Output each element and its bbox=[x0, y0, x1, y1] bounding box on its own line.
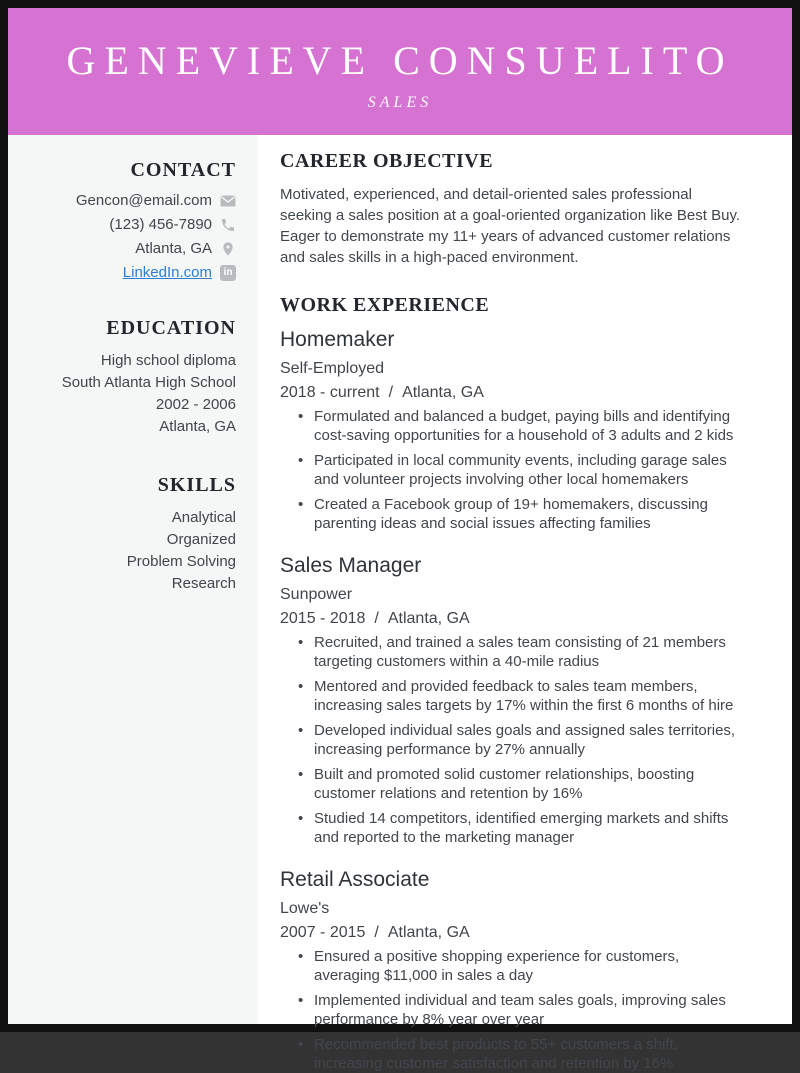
job-bullet-list bbox=[298, 633, 744, 847]
job-bullet: • Mentored and provided feedback to sales team members, increasing sales targets by 17% within the first 6 months of hire bbox=[298, 677, 744, 715]
education-section bbox=[18, 317, 236, 438]
job-title: Sales Manager bbox=[280, 554, 422, 577]
skill-item: Analytical bbox=[171, 509, 236, 526]
job-dates: 2015 - 2018 bbox=[280, 610, 366, 627]
job-title: Homemaker bbox=[280, 328, 395, 351]
work-experience-heading: WORK EXPERIENCE bbox=[280, 294, 490, 316]
contact-row-linkedin bbox=[18, 264, 236, 281]
career-objective-text: Motivated, experienced, and detail-oriented sales professional seeking a sales position at a goal-oriented organization like Best Buy. Eager to demonstrate my 11+ years of advanced customer relations and sales skills in a high-paced environment. bbox=[280, 186, 740, 266]
job-location: Atlanta, GA bbox=[402, 384, 484, 401]
job-bullet: • Participated in local community events, including garage sales and volunteer projects involving other local homemakers bbox=[298, 451, 744, 489]
contact-section bbox=[18, 159, 236, 281]
contact-row-location bbox=[18, 240, 236, 257]
job-company: Self-Employed bbox=[280, 360, 385, 377]
job-company: Lowe's bbox=[280, 900, 330, 917]
job-meta bbox=[280, 382, 744, 404]
job-homemaker bbox=[280, 328, 744, 533]
job-bullet: • Built and promoted solid customer relationships, boosting customer relations and retention by 16% bbox=[298, 765, 744, 803]
job-bullet: • Created a Facebook group of 19+ homemakers, discussing parenting ideas and social issues affecting families bbox=[298, 495, 744, 533]
contact-row-phone bbox=[18, 216, 236, 233]
job-retail-associate bbox=[280, 868, 744, 1073]
job-bullet: • Formulated and balanced a budget, paying bills and identifying cost-saving opportunities for a household of 3 adults and 2 kids bbox=[298, 407, 744, 445]
education-heading: EDUCATION bbox=[106, 317, 236, 339]
contact-row-email bbox=[18, 192, 236, 209]
resume-body bbox=[8, 135, 792, 1072]
job-meta-separator: / bbox=[374, 924, 379, 941]
location-pin-icon bbox=[220, 241, 236, 257]
skill-item: Problem Solving bbox=[126, 553, 236, 570]
skill-item: Organized bbox=[166, 531, 236, 548]
job-sales-manager bbox=[280, 554, 744, 847]
education-dates: 2002 - 2006 bbox=[155, 396, 236, 413]
skills-section bbox=[18, 474, 236, 595]
career-objective-heading: CAREER OBJECTIVE bbox=[280, 150, 494, 172]
linkedin-icon: in bbox=[220, 265, 236, 281]
job-bullet-list bbox=[298, 407, 744, 533]
job-location: Atlanta, GA bbox=[387, 610, 470, 627]
email-icon bbox=[220, 193, 236, 209]
resume-banner bbox=[8, 8, 792, 135]
job-bullet: • Recruited, and trained a sales team consisting of 21 members targeting customers within a 40-mile radius bbox=[298, 633, 744, 671]
main-column bbox=[258, 135, 792, 1072]
work-experience-section bbox=[280, 294, 744, 1073]
email-value: Gencon@email.com bbox=[75, 192, 212, 209]
job-meta bbox=[280, 922, 744, 944]
job-meta-separator: / bbox=[388, 384, 394, 401]
job-dates: 2007 - 2015 bbox=[280, 924, 366, 941]
location-value: Atlanta, GA bbox=[135, 240, 212, 257]
job-bullet-list bbox=[298, 947, 744, 1073]
job-bullet: • Implemented individual and team sales goals, improving sales performance by 8% year over year bbox=[298, 991, 744, 1029]
phone-value: (123) 456-7890 bbox=[109, 216, 212, 233]
job-bullet: • Studied 14 competitors, identified emerging markets and shifts and reported to the marketing manager bbox=[298, 809, 744, 847]
job-meta bbox=[280, 608, 744, 630]
job-title: Retail Associate bbox=[280, 868, 430, 891]
job-dates: 2018 - current bbox=[280, 384, 380, 401]
contact-heading: CONTACT bbox=[130, 159, 236, 181]
job-company: Sunpower bbox=[280, 586, 353, 603]
education-degree: High school diploma bbox=[100, 352, 236, 369]
skill-item: Research bbox=[171, 575, 236, 592]
person-job-title: SALES bbox=[367, 94, 433, 111]
education-location: Atlanta, GA bbox=[159, 418, 236, 435]
career-objective-section bbox=[280, 150, 744, 268]
linkedin-link[interactable]: LinkedIn.com bbox=[122, 264, 212, 281]
education-school: South Atlanta High School bbox=[61, 374, 236, 391]
phone-icon bbox=[220, 217, 236, 233]
job-meta-separator: / bbox=[374, 610, 379, 627]
job-bullet: • Developed individual sales goals and assigned sales territories, increasing performance by 27% annually bbox=[298, 721, 744, 759]
job-location: Atlanta, GA bbox=[387, 924, 470, 941]
job-bullet: • Recommended best products to 55+ customers a shift, increasing customer satisfaction and retention by 16% bbox=[298, 1035, 744, 1073]
person-name: GENEVIEVE CONSUELITO bbox=[66, 38, 734, 83]
sidebar bbox=[8, 135, 258, 1024]
job-bullet: • Ensured a positive shopping experience for customers, averaging $11,000 in sales a day bbox=[298, 947, 744, 985]
skills-heading: SKILLS bbox=[157, 474, 236, 496]
